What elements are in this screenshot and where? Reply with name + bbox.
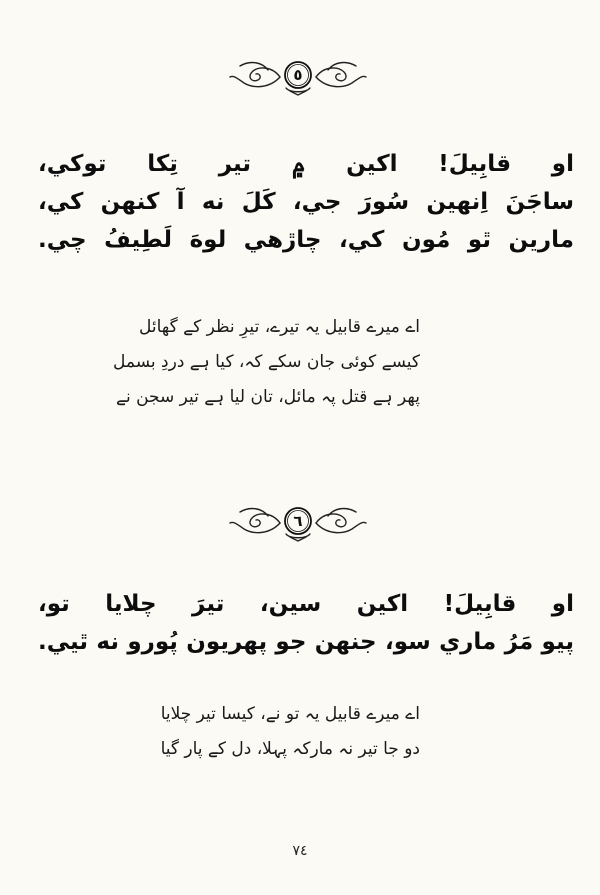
sindhi-verse: [38, 585, 574, 661]
sindhi-line: او قابِيلَ! اکين سين، تيرَ چلايا تو،: [38, 591, 574, 617]
verse-number: ٥: [293, 66, 303, 84]
urdu-line: اے میرے قابیل یہ تیرے، تیرِ نظر کے گھائل: [139, 317, 420, 337]
verse-number-ornament: [228, 58, 368, 96]
urdu-translation: [113, 310, 420, 415]
urdu-translation: [160, 697, 420, 767]
urdu-line: کیسے کوئی جان سکے کہ، کیا ہے دردِ بسمل: [113, 352, 420, 372]
sindhi-line: ساجَنَ اِنهين سُورَ جي، کَلَ نه آ کنهن کي،: [38, 189, 574, 215]
sindhi-verse: [38, 145, 574, 259]
urdu-line: پھر ہے قتل پہ مائل، تان لیا ہے تیر سجن نے: [115, 387, 420, 407]
verse-number: ٦: [293, 512, 303, 530]
sindhi-line: پيو مَرُ ماري سو، جنهن جو پهريون پُورو نه ٿيي.: [38, 629, 574, 655]
page-number: ٧٤: [292, 843, 308, 859]
verse-number-ornament: [228, 504, 368, 542]
sindhi-line: مارين ٿو مُون کي، چاڙهي لوهَ لَطِيفُ چي.: [38, 227, 574, 253]
urdu-line: اے میرے قابیل یہ تو نے، کیسا تیر چلایا: [160, 704, 420, 724]
sindhi-line: او قابِيلَ! اکين ۾ تير تِکا توکي،: [38, 151, 574, 177]
urdu-line: دو جا تیر نہ مارکہ پہلا، دل کے پار گیا: [160, 739, 420, 759]
